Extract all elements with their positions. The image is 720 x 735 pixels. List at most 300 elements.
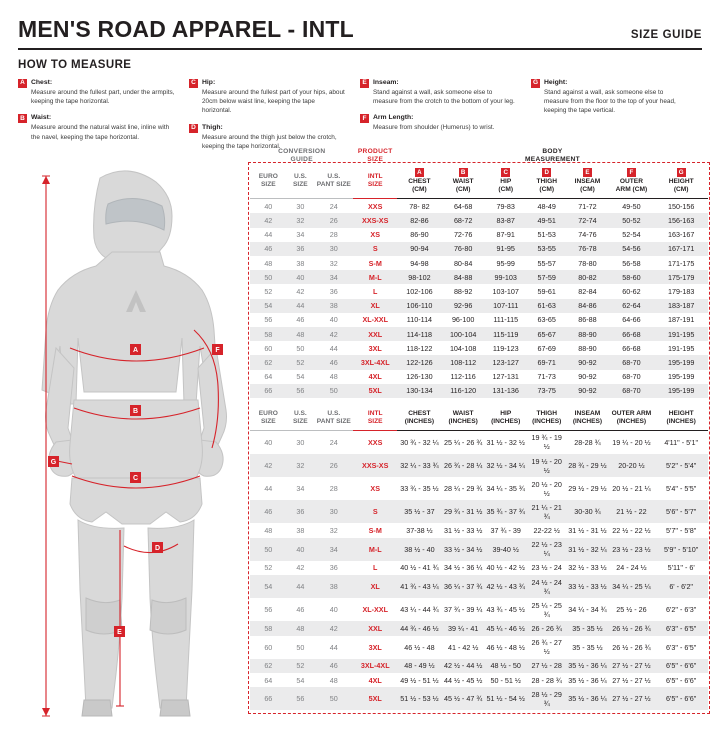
cell-measurement: 80-82: [566, 270, 608, 284]
cell-measurement: 25 ¼ - 26 ¾: [443, 437, 483, 447]
cell-measurement: 21 ½ - 22: [609, 500, 655, 523]
measure-text-thigh: Measure around the thigh just below the crotch, keeping the tape horizontal.: [202, 133, 337, 150]
cell-conversion: 54: [250, 299, 287, 313]
cell-conversion: 48: [264, 526, 273, 536]
svg-text:E: E: [117, 629, 122, 636]
group-header-row: [250, 148, 708, 165]
cell-measurement: 20 ½ - 20 ½: [531, 479, 562, 498]
cell-conversion: 44: [264, 230, 273, 240]
cell-intl-size: XS: [370, 484, 381, 494]
cell-measurement: 72-74: [566, 213, 608, 227]
cell-conversion: 42: [250, 213, 287, 227]
cell-measurement: 84-86: [566, 299, 608, 313]
cell-measurement: 52-54: [622, 230, 641, 240]
cell-conversion: 64: [264, 675, 273, 685]
cell-measurement: 44 ½ - 45 ½: [443, 675, 483, 685]
cell-measurement: 108-112: [442, 355, 485, 369]
table-row: [250, 659, 708, 673]
size-table-body-cm: [250, 199, 708, 398]
cell-conversion: 56: [287, 384, 314, 398]
col-euro-size: EURO SIZE: [250, 165, 287, 198]
cell-conversion: 50: [296, 642, 305, 652]
cell-measurement: 71-73: [537, 372, 556, 382]
cell-measurement: 33 ¾ - 35 ½: [400, 484, 439, 494]
measure-text-arm-length: Measure from shoulder (Humerus) to wrist.: [373, 124, 495, 132]
cell-conversion: 44: [287, 575, 314, 598]
measure-item-height: [531, 78, 688, 116]
cell-measurement: 49-50: [622, 201, 641, 211]
cell-measurement: 26 ¾ - 28 ¼: [442, 454, 485, 477]
cell-intl-size: 3XL: [368, 642, 382, 652]
cell-conversion: 44: [329, 343, 338, 353]
cell-measurement: 43 ¼ - 44 ¾: [400, 605, 439, 615]
cell-measurement: 88-92: [453, 287, 473, 296]
cell-measurement: 26 ½ - 26 ¾: [609, 621, 655, 635]
cell-measurement: 187-191: [667, 315, 695, 325]
cell-measurement: 30 ¾ - 32 ¼: [400, 437, 439, 447]
cell-measurement: 183-187: [654, 299, 708, 313]
cell-conversion: 50: [314, 384, 353, 398]
page-title: MEN'S ROAD APPAREL - INTL: [18, 16, 354, 42]
table-row: [250, 575, 708, 598]
cell-measurement: 6'3" - 6'5": [666, 642, 697, 652]
cell-measurement: 34 ¼ - 34 ¾: [568, 605, 607, 615]
svg-text:B: B: [132, 408, 139, 415]
cell-measurement: 110-114: [406, 315, 433, 325]
cell-measurement: 45 ¼ - 46 ½: [484, 621, 527, 635]
table-row: [250, 313, 708, 327]
cell-measurement: 6'3" - 6'5": [654, 621, 708, 635]
cell-measurement: 35 ½ - 36 ¼: [566, 687, 608, 710]
cell-conversion: 26: [314, 213, 353, 227]
table-row: [250, 430, 708, 454]
cell-conversion: 38: [314, 575, 353, 598]
col-letter-a-icon: A: [415, 168, 424, 177]
cell-conversion: 36: [287, 242, 314, 256]
cell-measurement: 73-75: [527, 384, 566, 398]
table-row: [250, 561, 708, 575]
cell-measurement: 35 ½ - 37: [397, 500, 442, 523]
cell-measurement: 25 ½ - 26: [616, 605, 647, 615]
cell-measurement: 103-107: [492, 287, 519, 296]
group-body-measurement: BODY MEASUREMENT: [525, 148, 580, 164]
cell-measurement: 195-199: [667, 372, 695, 382]
cell-measurement: 5'7" - 5'8": [666, 526, 697, 536]
table-row: [250, 673, 708, 687]
cell-measurement: 86-88: [578, 315, 597, 325]
cell-conversion: 54: [250, 575, 287, 598]
cell-measurement: 31 ½ - 32 ½: [486, 437, 525, 447]
cell-measurement: 19 ¾ - 19 ½: [531, 433, 562, 452]
cell-intl-size: 3XL: [368, 343, 382, 353]
col-outer-arm-in: OUTER ARM (INCHES): [609, 407, 655, 430]
size-table-head-inches: [250, 407, 708, 430]
table-row: [250, 299, 708, 313]
cell-measurement: 91-95: [484, 242, 527, 256]
rider-figure-svg: [12, 160, 262, 720]
cell-conversion: 34: [314, 538, 353, 561]
table-row: [250, 454, 708, 477]
col-letter-c-icon: C: [501, 168, 510, 177]
table-row: [250, 242, 708, 256]
cell-measurement: 35 - 35 ½: [566, 621, 608, 635]
cell-measurement: 40 ½ - 42 ½: [486, 563, 525, 573]
cell-measurement: 26 ½ - 26 ¾: [612, 642, 651, 652]
cell-measurement: 64-68: [453, 201, 473, 211]
cell-measurement: 41 - 42 ½: [447, 642, 479, 652]
measure-text-height: Stand against a wall, ask someone else to measure from the floor to the top of your head, keeping the tape vertical.: [544, 88, 676, 115]
cell-measurement: 131-136: [484, 384, 527, 398]
cell-conversion: 52: [287, 659, 314, 673]
col-hip-in: HIP (INCHES): [484, 407, 527, 430]
measure-label-chest: Chest:: [31, 79, 53, 86]
cell-measurement: 31 ½ - 31 ½: [568, 526, 607, 536]
cell-measurement: 111-115: [493, 315, 519, 325]
cell-measurement: 35 ¾ - 37 ¾: [484, 500, 527, 523]
cell-measurement: 95-99: [496, 258, 515, 268]
cell-conversion: 48: [329, 372, 338, 382]
cell-measurement: 35 - 35 ½: [572, 642, 603, 652]
measure-item-waist: [18, 113, 175, 141]
cell-measurement: 86-90: [410, 230, 429, 240]
cell-measurement: 24 ½ - 24 ¾: [527, 575, 566, 598]
svg-text:A: A: [132, 347, 139, 354]
cell-measurement: 21 ¼ - 21 ¾: [527, 500, 566, 523]
measure-item-arm-length: [360, 113, 517, 132]
cell-measurement: 88-90: [578, 343, 597, 353]
cell-measurement: 83-87: [484, 213, 527, 227]
cell-conversion: 30: [314, 500, 353, 523]
cell-intl-size: 5XL: [353, 687, 397, 710]
cell-measurement: 99-103: [484, 270, 527, 284]
cell-measurement: 22-22 ½: [533, 526, 560, 536]
table-row: [250, 256, 708, 270]
cell-conversion: 40: [329, 605, 338, 615]
cell-measurement: 27 ½ - 27 ½: [609, 659, 655, 673]
cell-conversion: 30: [296, 201, 305, 211]
col-waist-in: WAIST (INCHES): [442, 407, 485, 430]
cell-conversion: 58: [250, 327, 287, 341]
measure-text-inseam: Stand against a wall, ask someone else to measure from the crotch to the bottom of your leg.: [373, 88, 515, 106]
measure-item-thigh: [189, 123, 346, 151]
cell-conversion: 66: [250, 384, 287, 398]
cell-measurement: 65-67: [527, 327, 566, 341]
cell-measurement: 28 ½ - 29 ¾: [527, 687, 566, 710]
cell-measurement: 4'11" - 5'1": [664, 437, 698, 447]
cell-measurement: 37-38 ½: [406, 526, 433, 536]
cell-conversion: 62: [250, 659, 287, 673]
col-letter-f-icon: F: [627, 168, 636, 177]
cell-measurement: 42 ½ - 43 ¾: [484, 575, 527, 598]
cell-measurement: 20 ½ - 21 ¼: [612, 484, 651, 494]
table-row: [250, 621, 708, 635]
svg-text:C: C: [132, 475, 139, 482]
cell-measurement: 104-108: [449, 343, 477, 353]
cell-conversion: 34: [296, 230, 305, 240]
cell-conversion: 46: [250, 500, 287, 523]
cell-measurement: 55-57: [537, 258, 556, 268]
cell-conversion: 32: [287, 454, 314, 477]
col-us-pant-size: U.S. PANT SIZE: [314, 165, 353, 198]
cell-measurement: 175-179: [654, 270, 708, 284]
cell-conversion: 46: [296, 605, 305, 615]
measure-text-hip: Measure around the fullest part of your hips, about 20cm below waist line, keeping the tape horizontal.: [202, 88, 345, 115]
cell-conversion: 38: [296, 526, 305, 536]
cell-measurement: 27 ½ - 28: [527, 659, 566, 673]
column-header-row-inches: [250, 407, 708, 430]
col-chest-cm: A CHEST (CM): [397, 165, 442, 198]
cell-measurement: 44 ¾ - 46 ½: [397, 621, 442, 635]
cell-conversion: 48: [287, 327, 314, 341]
cell-measurement: 45 ½ - 47 ¾: [442, 687, 485, 710]
cell-conversion: 30: [296, 437, 305, 447]
cell-measurement: 27 ½ - 27 ½: [612, 675, 651, 685]
cell-measurement: 112-116: [450, 372, 476, 382]
cell-measurement: 5'4" - 5'5": [666, 484, 697, 494]
cell-intl-size: 5XL: [353, 384, 397, 398]
table-row: [250, 384, 708, 398]
rider-figure: [12, 160, 262, 720]
table-row: [250, 213, 708, 227]
table-row: [250, 341, 708, 355]
cell-measurement: 126-130: [406, 372, 433, 382]
measure-item-hip: [189, 78, 346, 116]
cell-intl-size: 3XL-4XL: [353, 355, 397, 369]
how-to-measure-grid: [18, 78, 702, 158]
cell-measurement: 88-90: [566, 327, 608, 341]
col-letter-e-icon: E: [583, 168, 592, 177]
cell-measurement: 29 ½ - 29 ½: [568, 484, 607, 494]
cell-intl-size: XL-XXL: [362, 605, 388, 615]
cell-intl-size: XXS: [368, 201, 383, 211]
cell-measurement: 33 ½ - 34 ½: [442, 538, 485, 561]
svg-text:D: D: [154, 545, 161, 552]
cell-conversion: 36: [287, 500, 314, 523]
cell-measurement: 37 ¾ - 39 ¼: [443, 605, 483, 615]
group-product-size: PRODUCT SIZE: [357, 148, 393, 164]
col-inseam-in: INSEAM (INCHES): [566, 407, 608, 430]
cell-conversion: 42: [250, 454, 287, 477]
cell-measurement: 156-163: [654, 213, 708, 227]
cell-measurement: 78- 82: [409, 201, 430, 211]
cell-measurement: 25 ¼ - 25 ¾: [531, 600, 562, 619]
cell-measurement: 54-56: [609, 242, 655, 256]
cell-measurement: 56-58: [622, 258, 641, 268]
size-table-body-inches: [250, 430, 708, 710]
cell-measurement: 22 ½ - 22 ½: [612, 526, 651, 536]
cell-measurement: 26 ¾ - 27 ½: [531, 638, 562, 657]
col-euro-size-in: EURO SIZE: [250, 407, 287, 430]
cell-measurement: 38 ½ - 40: [397, 538, 442, 561]
cell-measurement: 150-156: [667, 201, 695, 211]
cell-measurement: 78-80: [578, 258, 597, 268]
badge-f-icon: F: [360, 114, 369, 123]
cell-measurement: 35 ½ - 36 ¼: [566, 659, 608, 673]
cell-measurement: 48 - 49 ½: [397, 659, 442, 673]
cell-measurement: 48-49: [537, 201, 556, 211]
cell-measurement: 68-70: [609, 384, 655, 398]
cell-measurement: 76-80: [442, 242, 485, 256]
cell-conversion: 32: [329, 526, 338, 536]
cell-conversion: 36: [329, 287, 338, 296]
cell-intl-size: S-M: [368, 526, 382, 536]
measure-text-waist: Measure around the natural waist line, inline with the navel, keeping the tape horizontal.: [31, 124, 170, 141]
cell-measurement: 46 ½ - 48: [404, 642, 435, 652]
cell-measurement: 92-96: [442, 299, 485, 313]
table-row: [250, 228, 708, 242]
cell-intl-size: XXS-XS: [353, 213, 397, 227]
cell-measurement: 39 ¼ - 41: [442, 621, 485, 635]
col-us-size-in: U.S. SIZE: [287, 407, 314, 430]
cell-intl-size: S-M: [368, 258, 382, 268]
cell-measurement: 40 ½ - 41 ¾: [400, 563, 439, 573]
cell-conversion: 28: [329, 484, 338, 494]
cell-measurement: 130-134: [397, 384, 442, 398]
cell-measurement: 58-60: [609, 270, 655, 284]
cell-measurement: 163-167: [667, 230, 695, 240]
svg-text:G: G: [50, 459, 57, 466]
cell-conversion: 24: [329, 437, 338, 447]
how-to-measure-column-4: [531, 78, 702, 158]
cell-conversion: 48: [329, 675, 338, 685]
cell-measurement: 43 ¾ - 45 ½: [486, 605, 525, 615]
cell-intl-size: 3XL-4XL: [353, 659, 397, 673]
cell-measurement: 28 - 28 ¾: [531, 675, 562, 685]
cell-measurement: 102-106: [406, 287, 433, 296]
col-height-cm: G HEIGHT (CM): [654, 165, 708, 198]
cell-measurement: 98-102: [397, 270, 442, 284]
cell-measurement: 23 ½ - 23 ½: [609, 538, 655, 561]
table-row: [250, 199, 708, 214]
cell-intl-size: XXL: [353, 327, 397, 341]
cell-conversion: 42: [296, 563, 305, 573]
cell-measurement: 32 ¼ - 33 ¾: [397, 454, 442, 477]
cell-measurement: 26 - 26 ¾: [527, 621, 566, 635]
measure-label-height: Height:: [544, 79, 568, 86]
col-outer-arm-cm: F OUTER ARM (CM): [609, 165, 655, 198]
cell-conversion: 58: [250, 621, 287, 635]
cell-measurement: 20-20 ½: [609, 454, 655, 477]
cell-measurement: 34 ¼ - 25 ¼: [609, 575, 655, 598]
table-row: [250, 500, 708, 523]
col-letter-d-icon: D: [542, 168, 551, 177]
cell-measurement: 5'6" - 5'7": [654, 500, 708, 523]
cell-conversion: 46: [314, 659, 353, 673]
badge-d-icon: D: [189, 124, 198, 133]
cell-measurement: 122-126: [397, 355, 442, 369]
col-intl-size-in: INTL SIZE: [353, 407, 397, 430]
cell-measurement: 35 ½ - 36 ¼: [568, 675, 607, 685]
cell-conversion: 54: [296, 675, 305, 685]
badge-a-icon: A: [18, 79, 27, 88]
size-table: [250, 148, 708, 710]
cell-measurement: 59-61: [537, 287, 556, 296]
cell-intl-size: 4XL: [368, 372, 382, 382]
cell-measurement: 84-88: [442, 270, 485, 284]
cell-measurement: 115-119: [484, 327, 527, 341]
table-row: [250, 284, 708, 298]
col-us-pant-size-in: U.S. PANT SIZE: [314, 407, 353, 430]
cell-measurement: 96-100: [451, 315, 475, 325]
table-row: [250, 538, 708, 561]
col-hip-cm: C HIP (CM): [484, 165, 527, 198]
cell-measurement: 33 ½ - 33 ½: [566, 575, 608, 598]
cell-conversion: 38: [296, 258, 305, 268]
cell-conversion: 44: [287, 299, 314, 313]
how-to-measure-column-1: [18, 78, 189, 158]
cell-measurement: 72-76: [453, 230, 473, 240]
how-to-measure-title: HOW TO MEASURE: [18, 59, 132, 71]
cell-conversion: 40: [329, 315, 338, 325]
cell-measurement: 100-104: [442, 327, 485, 341]
table-row: [250, 687, 708, 710]
cell-measurement: 19 ½ - 20 ½: [527, 454, 566, 477]
table-row: [250, 370, 708, 384]
cell-conversion: 52: [287, 355, 314, 369]
cell-measurement: 57-59: [527, 270, 566, 284]
cell-measurement: 179-183: [667, 287, 695, 296]
cell-measurement: 6' - 6'2": [654, 575, 708, 598]
cell-measurement: 6'5" - 6'6": [654, 687, 708, 710]
cell-measurement: 28-28 ¾: [574, 437, 601, 447]
cell-measurement: 66-68: [609, 327, 655, 341]
cell-measurement: 61-63: [527, 299, 566, 313]
cell-conversion: 56: [264, 315, 273, 325]
cell-conversion: 46: [314, 355, 353, 369]
cell-measurement: 119-123: [492, 343, 519, 353]
cell-conversion: 60: [264, 642, 273, 652]
table-row: [250, 477, 708, 500]
table-row: [250, 355, 708, 369]
cell-conversion: 46: [250, 242, 287, 256]
cell-conversion: 64: [264, 372, 273, 382]
cell-conversion: 40: [264, 201, 273, 211]
cell-measurement: 64-66: [622, 315, 641, 325]
cell-conversion: 44: [329, 642, 338, 652]
cell-measurement: 41 ¾ - 43 ¼: [397, 575, 442, 598]
cell-measurement: 106-110: [397, 299, 442, 313]
cell-measurement: 19 ¼ - 20 ½: [612, 437, 651, 447]
cell-conversion: 54: [296, 372, 305, 382]
cell-measurement: 24 - 24 ½: [616, 563, 647, 573]
table-row: [250, 270, 708, 284]
cell-intl-size: XS: [370, 230, 381, 240]
cell-measurement: 68-70: [622, 372, 641, 382]
cell-intl-size: M-L: [353, 270, 397, 284]
cell-measurement: 27 ½ - 27 ½: [609, 687, 655, 710]
cell-measurement: 71-72: [578, 201, 597, 211]
col-height-in: HEIGHT (INCHES): [654, 407, 708, 430]
cell-measurement: 6'2" - 6'3": [666, 605, 697, 615]
how-to-measure-column-3: [360, 78, 531, 158]
cell-conversion: 42: [314, 327, 353, 341]
cell-measurement: 5'11" - 6': [667, 563, 695, 573]
badge-e-icon: E: [360, 79, 369, 88]
cell-measurement: 195-199: [654, 384, 708, 398]
cell-intl-size: XXS-XS: [353, 454, 397, 477]
cell-measurement: 48 ½ - 50: [484, 659, 527, 673]
cell-measurement: 36 ¼ - 37 ¾: [442, 575, 485, 598]
cell-conversion: 50: [250, 538, 287, 561]
measure-label-arm-length: Arm Length:: [373, 114, 414, 122]
cell-measurement: 49-51: [527, 213, 566, 227]
cell-measurement: 74-76: [578, 230, 597, 240]
cell-measurement: 6'5" - 6'6": [666, 675, 697, 685]
cell-measurement: 87-91: [496, 230, 515, 240]
cell-measurement: 167-171: [654, 242, 708, 256]
svg-text:F: F: [215, 347, 220, 354]
cell-measurement: 107-111: [484, 299, 527, 313]
